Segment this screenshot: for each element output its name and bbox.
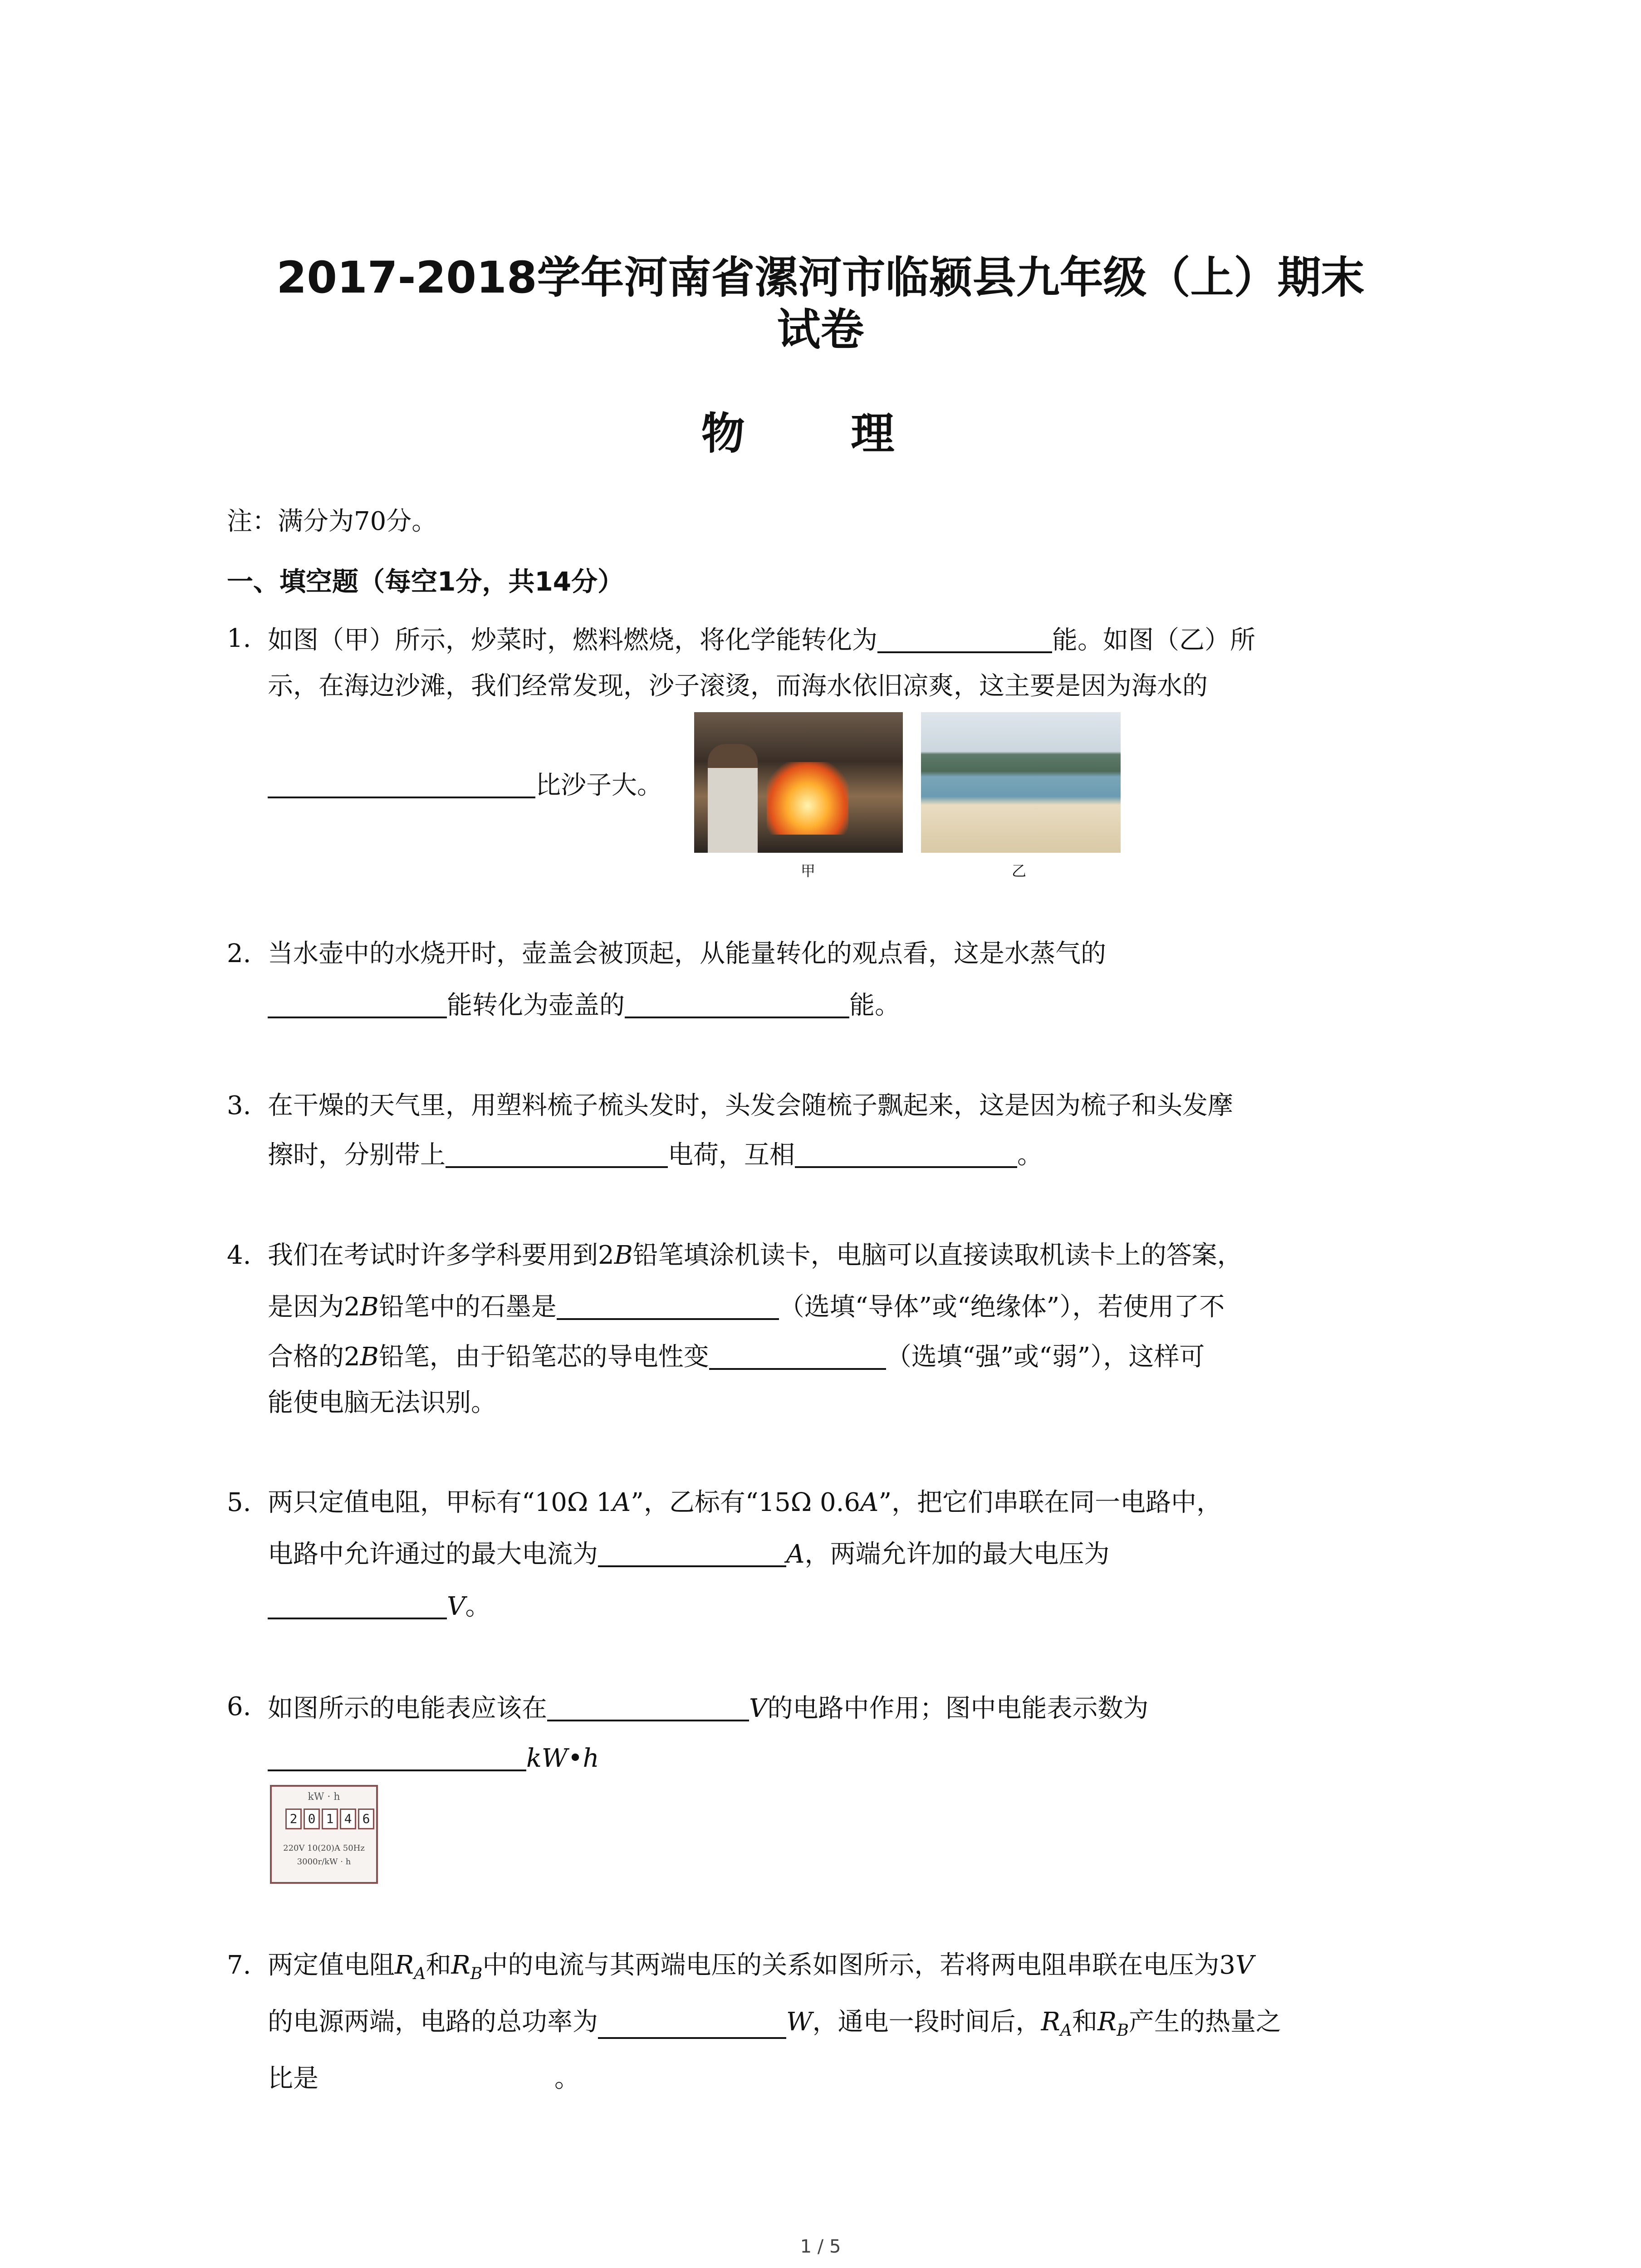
text: 能转化为壶盖的 (447, 991, 625, 1020)
answer-blank[interactable] (598, 1540, 786, 1567)
question-7-line-3 (268, 2066, 580, 2092)
meter-digit: 6 (358, 1809, 374, 1829)
meter-reading (285, 1809, 374, 1829)
question-number: 7. (227, 1950, 251, 1980)
beach-photo (921, 712, 1121, 853)
text: 电荷，互相 (668, 1140, 795, 1170)
question-3-line-1: 在干燥的天气里，用塑料梳子梳头发时，头发会随梳子飘起来，这是因为梳子和头发摩 (268, 1091, 1233, 1120)
answer-blank[interactable] (446, 1141, 668, 1168)
text: ”，把它们串联在同一电路中， (878, 1488, 1222, 1517)
text: V (447, 1592, 465, 1621)
resistor-b-symbol: R (1097, 2007, 1117, 2037)
section-heading-fill-in: 一、填空题（每空1分，共14分） (227, 566, 624, 597)
text: 能。如图（乙）所 (1052, 626, 1255, 655)
question-2-line-1: 当水壶中的水烧开时，壶盖会被顶起，从能量转化的观点看，这是水蒸气的 (268, 939, 1106, 968)
question-4-line-1 (268, 1243, 1243, 1268)
question-number: 2. (227, 939, 251, 968)
text: V (749, 1694, 768, 1723)
meter-digit: 2 (285, 1809, 302, 1829)
resistor-a-symbol: R (1041, 2007, 1060, 2037)
question-6-line-1 (268, 1694, 1148, 1721)
question-6-line-2 (268, 1744, 599, 1771)
text: 如图所示的电能表应该在 (268, 1694, 547, 1723)
question-4-line-2 (268, 1293, 1225, 1320)
answer-blank[interactable] (795, 1141, 1017, 1168)
question-3-line-2 (268, 1141, 1043, 1168)
text: 。 (554, 2064, 580, 2093)
text: W (786, 2007, 813, 2037)
text: 两只定值电阻，甲标有“10Ω 1 (268, 1488, 612, 1517)
text: 和 (1072, 2007, 1098, 2037)
answer-blank[interactable] (268, 1744, 526, 1771)
subscript: B (470, 1964, 483, 1984)
page-number: 1 / 5 (800, 2236, 841, 2257)
question-7-line-1 (268, 1950, 1254, 1984)
subscript: A (414, 1964, 426, 1984)
text: 。 (465, 1592, 491, 1621)
text: 和 (426, 1950, 451, 1980)
text: 的电路中作用；图中电能表示数为 (767, 1694, 1149, 1723)
text: 铅笔，由于铅笔芯的导电性变 (378, 1342, 709, 1372)
chef-figure (708, 744, 758, 853)
stir-fry-cooking-photo (694, 712, 903, 853)
text: 能。 (849, 991, 900, 1020)
answer-blank[interactable] (709, 1343, 886, 1370)
text: B (360, 1292, 379, 1322)
text: V (1235, 1950, 1254, 1980)
meter-digit: 1 (322, 1809, 338, 1829)
answer-blank[interactable] (268, 771, 535, 798)
question-number: 4. (227, 1241, 251, 1270)
text: 的电源两端，电路的总功率为 (268, 2007, 598, 2037)
question-4-line-3 (268, 1343, 1205, 1370)
unit-kwh: kW•h (526, 1744, 599, 1773)
answer-blank[interactable] (557, 1293, 779, 1320)
score-note: 注：满分为70分。 (227, 507, 437, 536)
meter-rating: 220V 10(20)A 50Hz (283, 1843, 365, 1853)
photo-label-a: 甲 (801, 862, 816, 880)
question-1-line-1 (268, 626, 1255, 653)
text: （选填“强”或“弱”），这样可 (886, 1342, 1205, 1372)
text: A (786, 1540, 805, 1569)
text: （选填“导体”或“绝缘体”），若使用了不 (779, 1292, 1225, 1322)
text: B (360, 1342, 379, 1372)
question-1-line-3 (268, 771, 662, 798)
answer-blank[interactable] (598, 2012, 786, 2039)
text: 中的电流与其两端电压的关系如图所示，若将两电阻串联在电压为3 (482, 1950, 1236, 1980)
question-number: 3. (227, 1091, 251, 1120)
meter-constant: 3000r/kW · h (297, 1857, 351, 1867)
meter-digit: 4 (340, 1809, 356, 1829)
text: 铅笔中的石墨是 (378, 1292, 557, 1322)
text: 合格的2 (268, 1342, 360, 1372)
question-number: 5. (227, 1488, 251, 1517)
text: 铅笔填涂机读卡，电脑可以直接读取机读卡上的答案， (632, 1241, 1243, 1270)
meter-digit: 0 (304, 1809, 320, 1829)
text: B (614, 1241, 633, 1270)
text: 擦时，分别带上 (268, 1140, 446, 1170)
resistor-a-symbol: R (395, 1950, 414, 1980)
text: A (860, 1488, 879, 1517)
text: ，通电一段时间后， (812, 2007, 1041, 2037)
flame-graphic (767, 762, 848, 835)
answer-blank[interactable] (877, 626, 1052, 653)
exam-title-line1: 2017-2018学年河南省漯河市临颍县九年级（上）期末 (276, 252, 1365, 303)
text: 。 (1017, 1140, 1043, 1170)
subject-heading: 物 理 (701, 408, 940, 459)
question-7-line-2 (268, 2009, 1281, 2039)
question-5-line-2 (268, 1540, 1109, 1567)
text: 是因为2 (268, 1292, 360, 1322)
answer-blank[interactable] (268, 991, 447, 1018)
text: 两定值电阻 (268, 1950, 395, 1980)
text: A (612, 1488, 631, 1517)
text: ，两端允许加的最大电压为 (804, 1540, 1110, 1569)
question-1-line-2: 示，在海边沙滩，我们经常发现，沙子滚烫，而海水依旧凉爽，这主要是因为海水的 (268, 671, 1208, 701)
text: 比是 (268, 2064, 318, 2093)
exam-title-line2: 试卷 (777, 304, 864, 355)
text: 比沙子大。 (535, 771, 662, 800)
subscript: B (1117, 2020, 1129, 2040)
text: 电路中允许通过的最大电流为 (268, 1540, 598, 1569)
question-2-line-2 (268, 991, 900, 1018)
text: 我们在考试时许多学科要用到2 (268, 1241, 614, 1270)
question-number: 6. (227, 1692, 251, 1721)
text: ”，乙标有“15Ω 0.6 (631, 1488, 861, 1517)
resistor-b-symbol: R (451, 1950, 470, 1980)
electricity-meter-image (270, 1785, 378, 1884)
photo-label-b: 乙 (1012, 862, 1027, 880)
question-5-line-1 (268, 1490, 1222, 1515)
text: 如图（甲）所示，炒菜时，燃料燃烧，将化学能转化为 (268, 626, 877, 655)
subscript: A (1060, 2020, 1073, 2040)
question-number: 1. (227, 624, 251, 653)
question-5-line-3 (268, 1592, 490, 1619)
question-4-line-4: 能使电脑无法识别。 (268, 1388, 496, 1418)
text: 产生的热量之 (1128, 2007, 1281, 2037)
meter-unit-label: kW · h (308, 1791, 340, 1803)
answer-blank[interactable] (268, 1592, 447, 1619)
answer-blank[interactable] (625, 991, 849, 1018)
answer-blank[interactable] (547, 1694, 749, 1721)
